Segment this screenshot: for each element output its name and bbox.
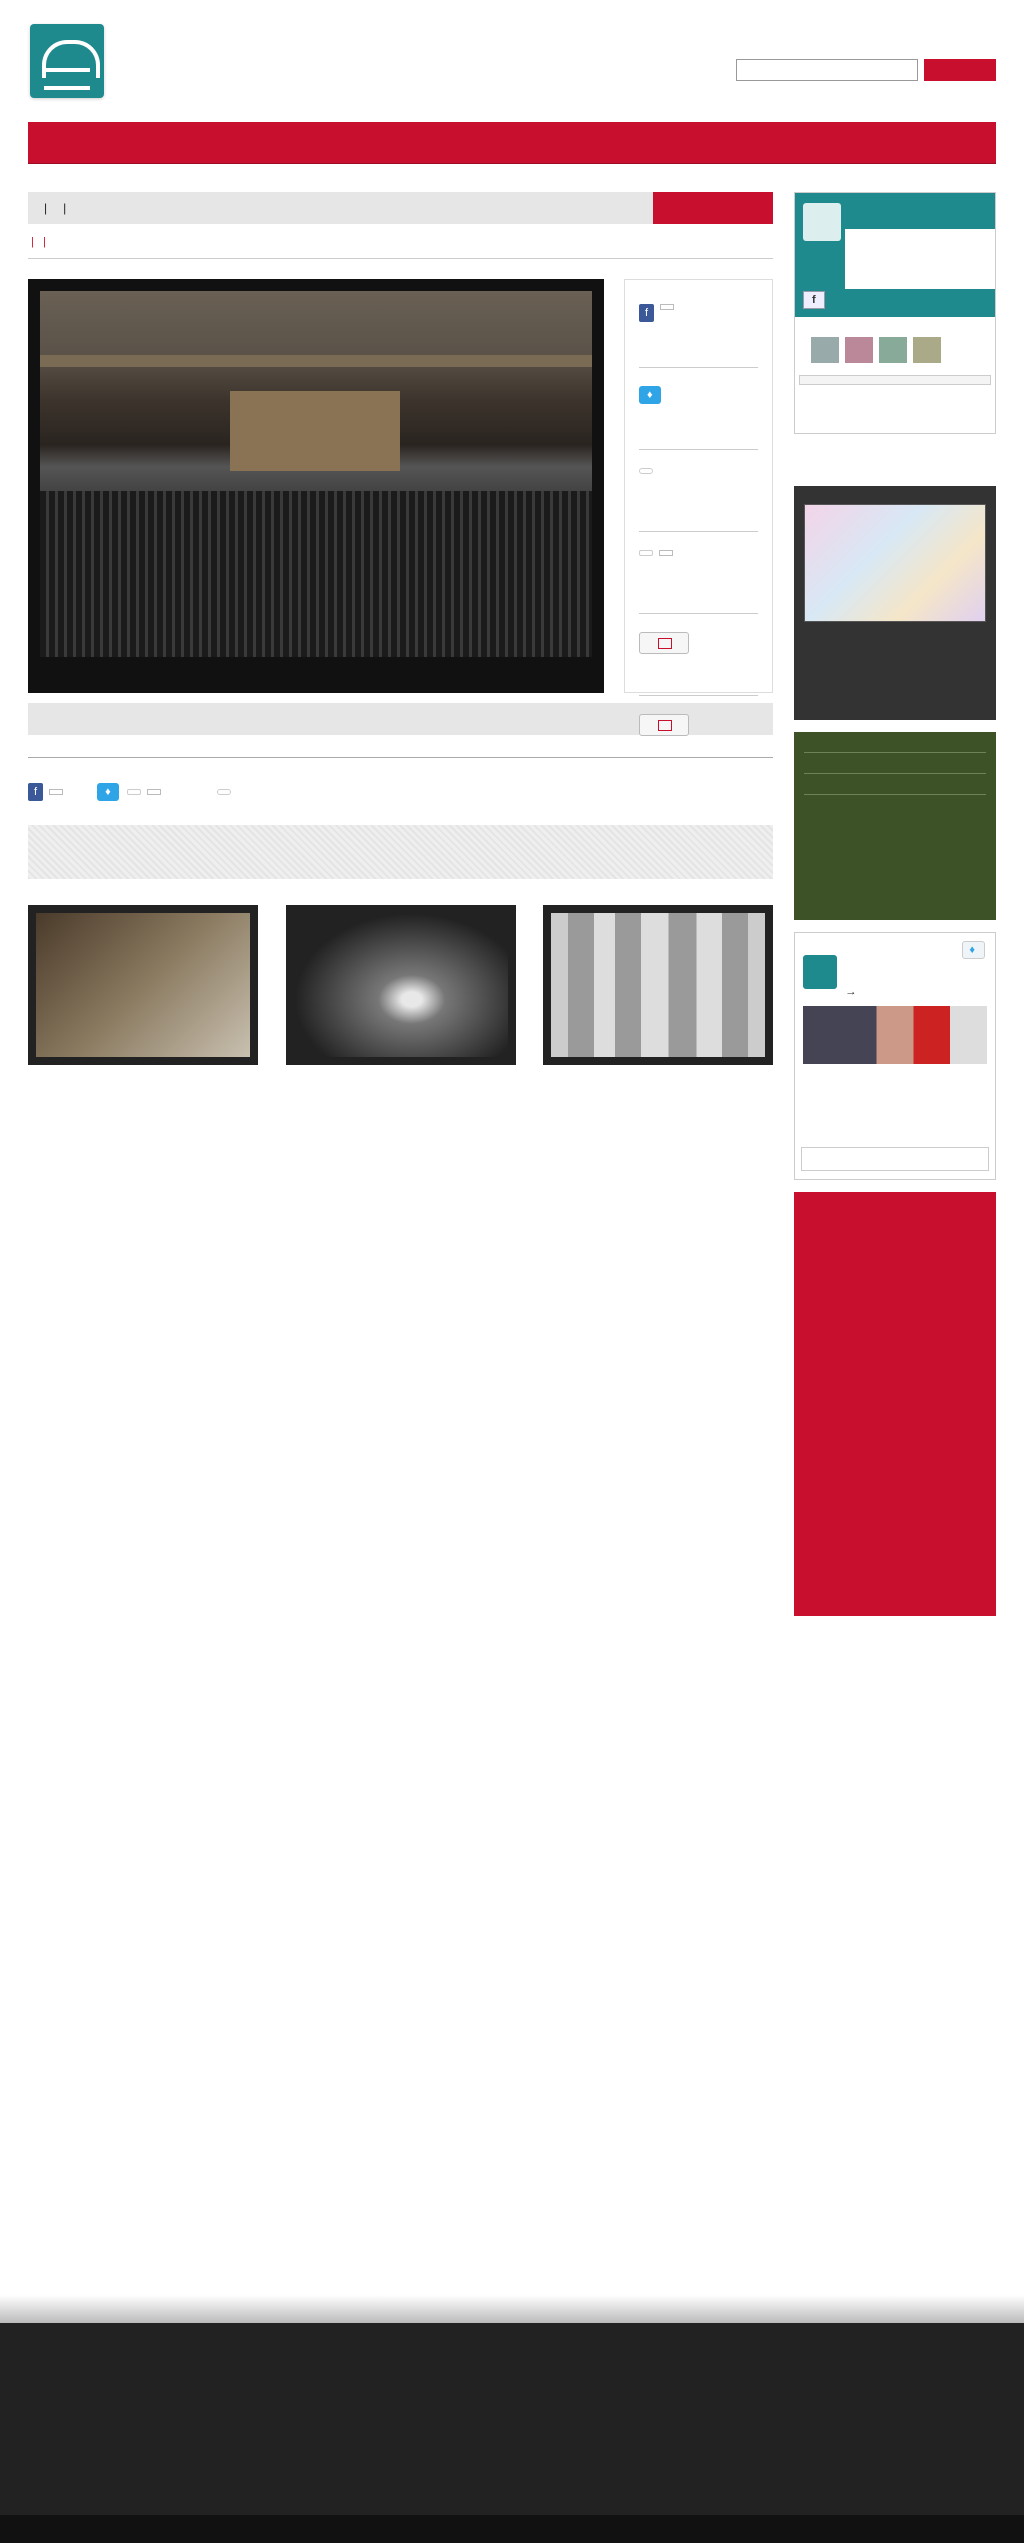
sidebar [794,192,996,1616]
share-sidebar [624,279,773,693]
facebook-icon: f [812,294,816,306]
capture-credit [0,2515,1024,2543]
related-thumbnail [286,905,516,1065]
page-logo-icon [803,203,841,241]
avatar[interactable] [845,337,873,363]
related-item[interactable] [543,905,773,1075]
envelope-icon [658,720,672,731]
related-item[interactable] [28,905,258,1075]
tweet-to-input[interactable] [801,1147,989,1171]
site-footer [0,2323,1024,2543]
recommended-panel [794,732,996,920]
twitter-icon: ♦ [969,944,975,956]
related-item[interactable] [286,905,516,1075]
related-thumbnail [28,905,258,1065]
courtroom-photo [40,291,592,657]
tweet: → [803,955,987,1000]
horizontal-scrollbar[interactable] [799,375,991,385]
avatar[interactable] [879,337,907,363]
search-form [736,59,996,81]
search-button[interactable] [924,59,996,81]
article-column [28,192,773,1075]
article-photo[interactable] [28,279,604,693]
facebook-like-count [660,304,674,310]
article-meta-bar: | | [28,192,773,224]
twitter-icon: ♦ [105,785,111,798]
facebook-icon: f [645,307,649,319]
facebook-like-button[interactable] [639,304,654,322]
recommended-item[interactable] [804,763,986,774]
article-tags: | | [28,236,773,259]
pinterest-button[interactable] [217,789,231,795]
twitter-widget [794,932,996,1180]
avatar[interactable] [913,337,941,363]
main-nav [28,122,996,164]
most-read-panel [794,1192,996,1616]
twitter-follow-button[interactable] [962,941,985,959]
tweet-button[interactable] [97,783,119,801]
section-badge[interactable] [653,192,773,224]
logo-mark-icon [30,24,104,98]
tweet-image[interactable] [803,1006,987,1064]
tweet-button[interactable] [639,386,661,404]
facebook-like-count [49,789,63,795]
site-header [28,0,996,122]
facebook-faces [795,337,995,363]
google-plus-count [147,789,161,795]
search-input[interactable] [736,59,918,81]
article-media [28,279,773,699]
twitter-icon: ♦ [647,389,653,401]
facebook-like-page-button[interactable] [803,291,825,309]
especiales-panel[interactable] [794,486,996,720]
email-button[interactable] [639,714,689,736]
site-logo[interactable] [30,24,116,98]
page [28,0,996,998]
facebook-cover [845,229,995,289]
avatar[interactable] [803,955,837,989]
printer-icon [658,638,672,649]
facebook-social-text [795,317,995,337]
google-plus-button[interactable] [639,550,653,556]
pinterest-button[interactable] [639,468,653,474]
facebook-page-widget [794,192,996,434]
google-plus-count [659,550,673,556]
avatar[interactable] [811,337,839,363]
related-heading [28,825,773,879]
facebook-like-button[interactable] [28,783,43,801]
print-button[interactable] [639,632,689,654]
facebook-icon: f [34,785,38,798]
related-thumbnail [543,905,773,1065]
facebook-page-banner[interactable] [795,193,995,317]
google-plus-button[interactable] [127,789,141,795]
recommended-item[interactable] [804,784,986,795]
recommended-heading [804,742,986,753]
especiales-illustration [804,504,986,622]
related-list [28,905,773,1075]
